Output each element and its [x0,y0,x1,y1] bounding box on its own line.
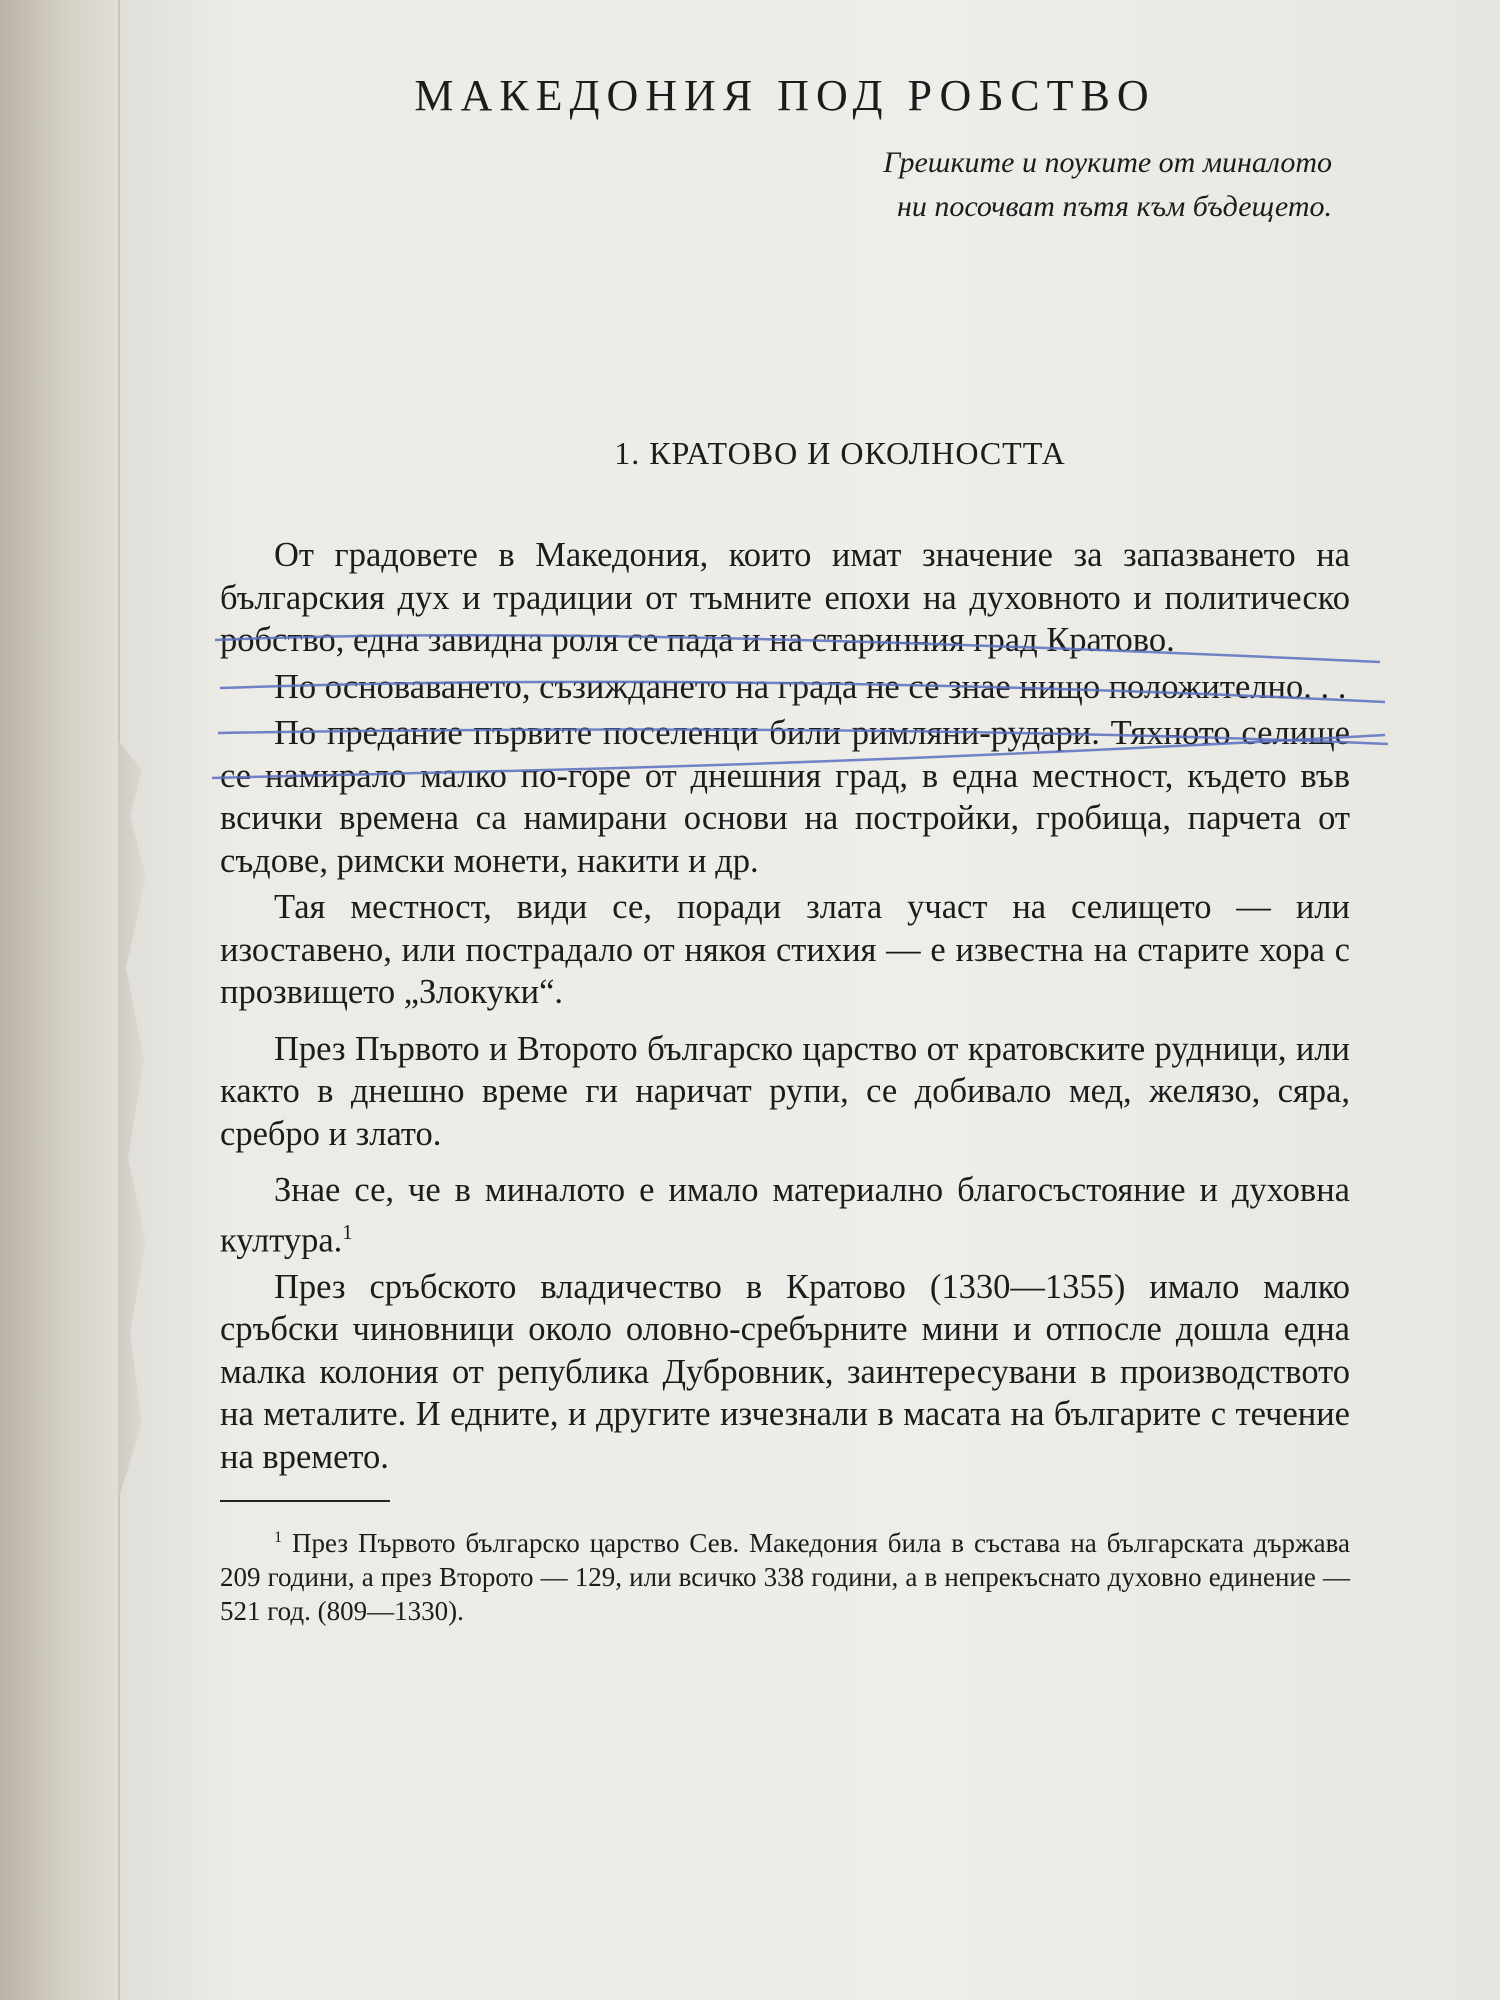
footnote-reference: 1 [342,1221,353,1244]
footnote [220,1520,1350,1628]
chapter-title: МАКЕДОНИЯ ПОД РОБСТВО [414,71,1156,120]
footnote-marker: 1 [274,1528,283,1546]
book-spine-shadow [0,0,130,2000]
page-content [220,70,1350,1628]
footnote-divider [220,1500,390,1502]
section-heading: 1. КРАТОВО И ОКОЛНОСТТА [614,435,1066,471]
paragraph-4: Тая местност, види се, поради злата участ на селището — или изоставено, или пострадало от някоя стихия — е известна на старите хора с прозвището „Злокуки“. [220,888,1350,1011]
paragraph-2: По основаването, съзиждането на града не се знае нищо положително. . . [274,667,1347,706]
epigraph [220,141,1332,229]
paragraph-3: По предание първите поселенци били римляни-рудари. Тяхното селище се намирало малко по-горе от днешния град, в една местност, където във всички времена са намирани основи на постройки, гробища, парчета от съдове, римски монети, накити и др. [220,714,1350,880]
epigraph-line-2: ни посочват пътя към бъдещето. [896,190,1332,223]
paragraph-5: През Първото и Второто българско царство от кратовските рудници, или както в днешно време ги наричат рупи, се добивало мед, желязо, сяра, сребро и злато. [220,1029,1350,1153]
body-text [220,534,1350,1478]
paragraph-7: През сръбското владичество в Кратово (1330—1355) имало малко сръбски чиновници около оловно-сребърните мини и отпосле дошла една малка колония от република Дубровник, заинтересувани в производството на металите. И едните, и другите изчезнали в масата на българите с течение на времето. [220,1267,1350,1476]
footnote-text: През Първото българско царство Сев. Македония била в състава на българската държава 209 години, а през Второто — 129, или всичко 338 години, а в непрекъснато духовно единение — 521 год. (809—1330). [220,1528,1350,1626]
paragraph-6-text: Знае се, че в миналото е имало материално благосъстояние и духовна култура. [220,1171,1350,1259]
paragraph-6 [220,1169,1350,1262]
epigraph-line-1: Грешките и поуките от миналото [883,146,1332,179]
paragraph-1: От градовете в Македония, които имат значение за запазването на българския дух и традиции от тъмните епохи на духовното и политическо робство, една завидна роля се пада и на старинния град Кратово. [220,536,1350,659]
